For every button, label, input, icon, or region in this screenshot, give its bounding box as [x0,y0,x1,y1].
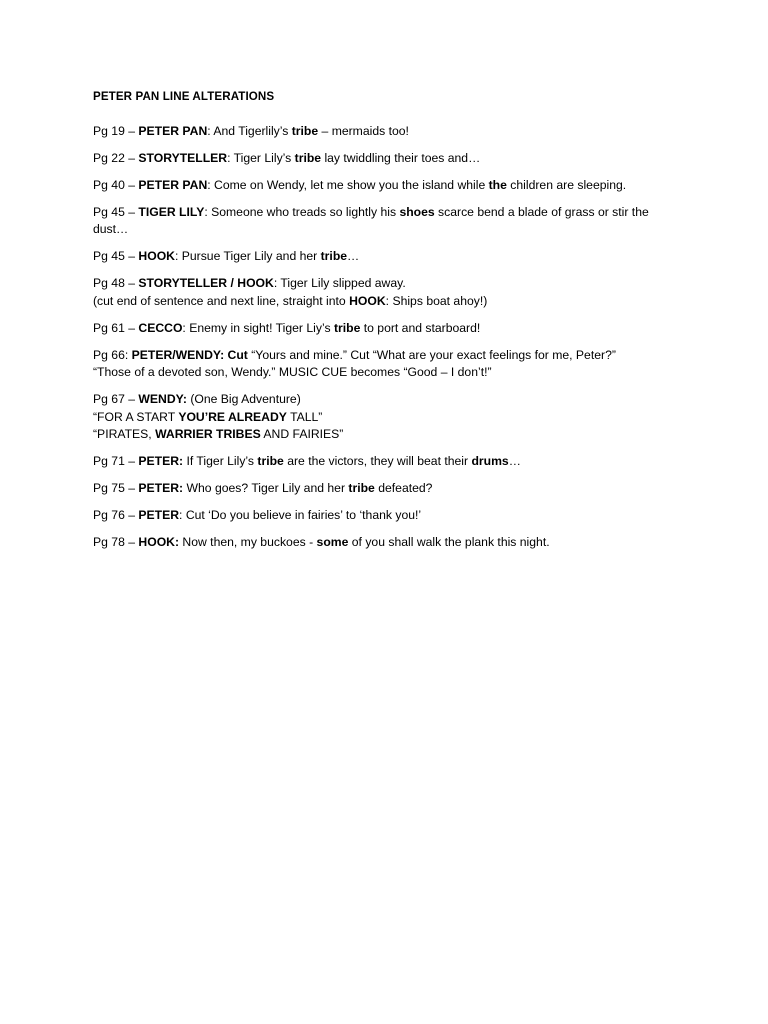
bold-text-run: WENDY: [138,392,187,406]
text-run: Pg 76 – [93,508,139,522]
entry-line [93,275,683,293]
bold-text-run: tribe [291,123,319,138]
bold-text-run: YOU’RE ALREADY [178,409,287,424]
text-run: “Those of a devoted son, Wendy.” MUSIC CUE becomes “Good – I don’t!” [93,365,492,379]
bold-text-run: WARRIER TRIBES [155,427,261,441]
bold-text-run: PETER PAN [138,177,208,192]
bold-text-run: the [488,177,507,192]
text-run: : Tiger Lily’s [227,150,295,165]
text-run: “Yours and mine.” Cut “What are your exact feelings for me, Peter?” [247,347,616,362]
bold-text-run: STORYTELLER / HOOK [138,276,274,290]
bold-text-run: tribe [257,454,284,468]
entry-line [93,507,683,525]
line-alteration-entry [93,204,683,239]
entry-line [93,150,683,168]
line-alteration-entry [93,534,683,552]
text-run: Pg 67 – [93,392,139,406]
entry-line [93,293,683,311]
text-run: Pg 45 – [93,204,139,219]
text-run: Pg 66: [93,347,132,362]
text-run: children are sleeping. [506,177,627,192]
bold-text-run: tribe [348,481,375,495]
line-alteration-entry [93,391,683,444]
text-run: : And Tigerlily’s [207,123,292,138]
bold-text-run: HOOK: [138,535,180,549]
entry-line [93,426,683,444]
bold-text-run: drums [471,454,509,468]
bold-text-run: tribe [294,150,322,165]
text-run: – mermaids too! [318,123,409,138]
line-alteration-entry [93,480,683,498]
text-run: lay twiddling their toes and… [321,150,481,165]
text-run: are the victors, they will beat their [283,454,472,468]
text-run: : Come on Wendy, let me show you the island while [207,177,489,192]
text-run: : Someone who treads so lightly his [204,204,400,219]
text-run: Pg 78 – [93,535,139,549]
bold-text-run: shoes [399,204,435,219]
text-run: : Pursue Tiger Lily and her [174,249,321,263]
text-run: Pg 40 – [93,177,139,192]
entry-line [93,177,683,195]
line-alteration-entry [93,453,683,471]
text-run: Pg 22 – [93,150,139,165]
line-alteration-entry [93,248,683,266]
entry-line [93,320,683,338]
bold-text-run: CECCO [138,320,183,335]
text-run: … [508,454,521,468]
bold-text-run: PETER PAN [138,123,208,138]
entry-line [93,453,683,471]
text-run: Who goes? Tiger Lily and her [183,481,349,495]
text-run: (One Big Adventure) [186,392,301,406]
text-run: : Cut ‘Do you believe in fairies’ to ‘thank you!’ [179,508,422,522]
line-alteration-entry [93,507,683,525]
text-run: Pg 71 – [93,454,139,468]
entry-line [93,248,683,266]
entry-line [93,480,683,498]
text-run: Pg 48 – [93,276,139,290]
text-run: … [347,249,360,263]
text-run: TALL” [286,409,323,424]
text-run: scarce bend a blade of grass or stir the dust… [93,204,649,236]
text-run: Pg 61 – [93,320,139,335]
line-alterations-list [93,123,683,552]
bold-text-run: some [316,535,349,549]
bold-text-run: TIGER LILY [138,204,205,219]
entry-line [93,123,683,141]
text-run: “PIRATES, [93,427,156,441]
line-alteration-entry [93,320,683,338]
entry-line [93,347,683,365]
text-run: defeated? [374,481,433,495]
entry-line [93,364,683,382]
bold-text-run: tribe [320,249,348,263]
bold-text-run: HOOK [349,293,386,308]
bold-text-run: tribe [333,320,361,335]
bold-text-run: PETER: [138,454,184,468]
text-run: Pg 45 – [93,249,139,263]
text-run: of you shall walk the plank this night. [348,535,550,549]
text-run: : Ships boat ahoy!) [385,293,488,308]
bold-text-run: STORYTELLER [138,150,228,165]
line-alteration-entry [93,275,683,310]
text-run: to port and starboard! [360,320,481,335]
line-alteration-entry [93,347,683,382]
line-alteration-entry [93,177,683,195]
bold-text-run: PETER: [138,481,184,495]
entry-line [93,409,683,427]
text-run: AND FAIRIES” [260,427,344,441]
line-alteration-entry [93,123,683,141]
document-page [93,88,683,561]
text-run: If Tiger Lily’s [183,454,258,468]
text-run: : Enemy in sight! Tiger Liy’s [182,320,334,335]
text-run: “FOR A START [93,409,179,424]
bold-text-run: HOOK [138,249,175,263]
text-run: Pg 19 – [93,123,139,138]
document-title: PETER PAN LINE ALTERATIONS [93,90,275,103]
line-alteration-entry [93,150,683,168]
bold-text-run: PETER/WENDY: Cut [131,347,248,362]
entry-line [93,391,683,409]
text-run: Pg 75 – [93,481,139,495]
entry-line [93,204,683,239]
bold-text-run: PETER [138,508,180,522]
text-run: Now then, my buckoes - [179,535,317,549]
text-run: : Tiger Lily slipped away. [273,276,406,290]
text-run: (cut end of sentence and next line, straight into [93,293,350,308]
entry-line [93,534,683,552]
